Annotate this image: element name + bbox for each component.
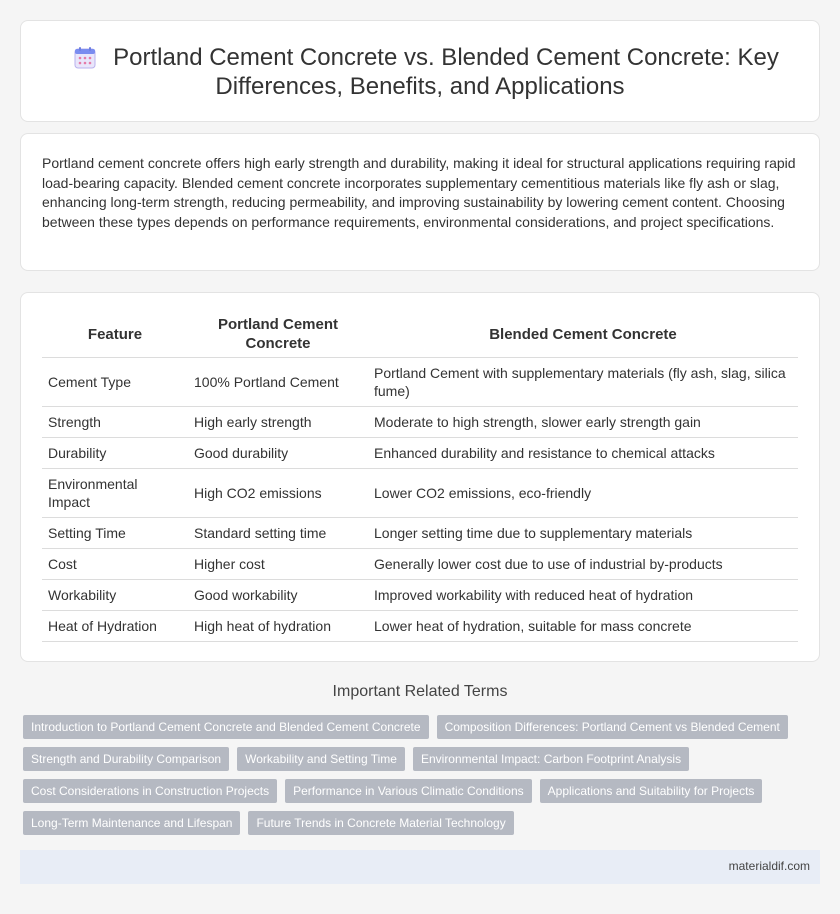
related-term-tag[interactable]: Strength and Durability Comparison (23, 747, 229, 771)
tag-row (23, 779, 803, 803)
page-title-line-1: Portland Cement Concrete vs. Blended Cement Concrete: Key (113, 44, 779, 71)
header-feature: Feature (42, 315, 188, 358)
related-terms-title: Important Related Terms (332, 683, 508, 700)
page-title-line-2: Differences, Benefits, and Applications (215, 73, 625, 100)
portland-cell: Standard setting time (188, 518, 368, 549)
feature-cell: Durability (42, 438, 188, 469)
title-card (20, 20, 820, 122)
blended-cell: Improved workability with reduced heat of hydration (368, 580, 798, 611)
footer-site-link[interactable]: materialdif.com (728, 859, 810, 873)
blended-cell: Lower heat of hydration, suitable for mass concrete (368, 611, 798, 642)
table-row (42, 438, 798, 469)
related-term-tag[interactable]: Composition Differences: Portland Cement vs Blended Cement (437, 715, 788, 739)
tag-row (23, 747, 803, 771)
related-term-tag[interactable]: Cost Considerations in Construction Projects (23, 779, 277, 803)
intro-paragraph: Portland cement concrete offers high early strength and durability, making it ideal for structural applications requiring rapid load-bearing capacity. Blended cement concrete incorporates supplementary cementitious materials like fly ash or slag, enhancing long-term strength, reducing permeability, and improving sustainability by lowering cement content. Choosing between these types depends on performance requirements, environmental considerations, and project specifications. (42, 155, 796, 231)
portland-cell: Good workability (188, 580, 368, 611)
footer (20, 850, 820, 884)
blended-cell: Moderate to high strength, slower early strength gain (368, 407, 798, 438)
table-row (42, 518, 798, 549)
related-term-tag[interactable]: Future Trends in Concrete Material Technology (248, 811, 513, 835)
related-terms-list (23, 715, 803, 843)
table-row (42, 611, 798, 642)
blended-cell: Longer setting time due to supplementary materials (368, 518, 798, 549)
feature-cell: Strength (42, 407, 188, 438)
feature-cell: Heat of Hydration (42, 611, 188, 642)
blended-cell: Lower CO2 emissions, eco-friendly (368, 469, 798, 518)
table-row (42, 549, 798, 580)
intro-card (20, 133, 820, 271)
comparison-table (42, 315, 798, 642)
related-term-tag[interactable]: Workability and Setting Time (237, 747, 405, 771)
portland-cell: Higher cost (188, 549, 368, 580)
related-term-tag[interactable]: Applications and Suitability for Projects (540, 779, 763, 803)
feature-cell: Setting Time (42, 518, 188, 549)
table-header-row (42, 315, 798, 358)
page-title (21, 43, 819, 101)
table-row (42, 407, 798, 438)
blended-cell: Generally lower cost due to use of industrial by-products (368, 549, 798, 580)
table-row (42, 358, 798, 407)
related-term-tag[interactable]: Long-Term Maintenance and Lifespan (23, 811, 240, 835)
blended-cell: Portland Cement with supplementary materials (fly ash, slag, silica fume) (368, 358, 798, 407)
portland-cell: 100% Portland Cement (188, 358, 368, 407)
related-term-tag[interactable]: Introduction to Portland Cement Concrete and Blended Cement Concrete (23, 715, 429, 739)
header-portland: Portland Cement Concrete (188, 315, 368, 358)
portland-cell: High CO2 emissions (188, 469, 368, 518)
comparison-card (20, 292, 820, 662)
table-row (42, 580, 798, 611)
portland-cell: High heat of hydration (188, 611, 368, 642)
related-term-tag[interactable]: Performance in Various Climatic Conditions (285, 779, 532, 803)
blended-cell: Enhanced durability and resistance to chemical attacks (368, 438, 798, 469)
related-term-tag[interactable]: Environmental Impact: Carbon Footprint Analysis (413, 747, 689, 771)
header-blended: Blended Cement Concrete (368, 315, 798, 358)
feature-cell: Workability (42, 580, 188, 611)
tag-row (23, 811, 803, 835)
portland-cell: High early strength (188, 407, 368, 438)
feature-cell: Cost (42, 549, 188, 580)
portland-cell: Good durability (188, 438, 368, 469)
table-row (42, 469, 798, 518)
feature-cell: Cement Type (42, 358, 188, 407)
feature-cell: Environmental Impact (42, 469, 188, 518)
tag-row (23, 715, 803, 739)
